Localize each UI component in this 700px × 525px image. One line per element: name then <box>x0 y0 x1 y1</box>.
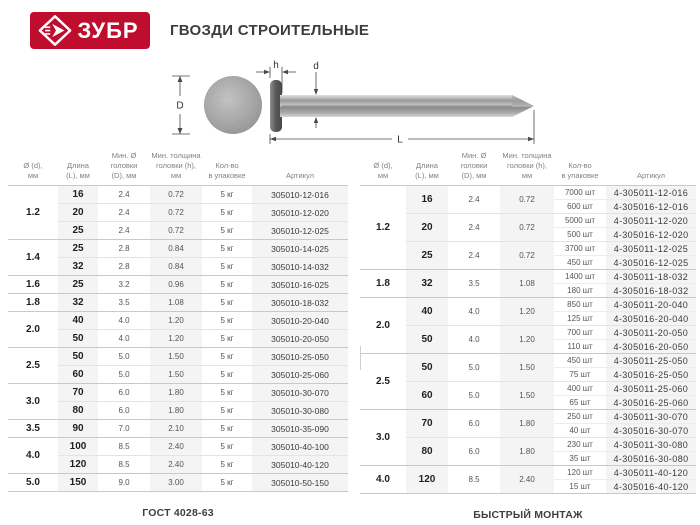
head-diameter-cell: 2.4 <box>98 204 150 222</box>
head-thickness-cell: 0.84 <box>150 240 202 258</box>
length-cell: 20 <box>58 204 98 222</box>
length-cell: 120 <box>58 456 98 474</box>
diameter-group <box>8 294 348 312</box>
table-row <box>8 330 348 348</box>
table-row <box>8 258 348 276</box>
head-thickness-cell: 0.84 <box>150 258 202 276</box>
article-cell: 4-305016-25-060 <box>606 396 696 410</box>
head-diameter-cell: 2.4 <box>448 214 500 242</box>
head-thickness-cell: 2.10 <box>150 420 202 438</box>
nail-side-view <box>270 80 534 132</box>
diameter-group <box>8 420 348 438</box>
length-cell: 150 <box>58 474 98 492</box>
table-header <box>8 148 348 186</box>
gost-table-section <box>8 148 348 519</box>
head-diameter-cell: 5.0 <box>118 352 130 362</box>
head-thickness-cell: 2.40 <box>500 466 554 494</box>
length-cell: 80 <box>406 438 448 466</box>
column-header: Мин. толщина головки (h), мм <box>500 148 554 186</box>
quantity-cell: 5 кг <box>220 478 234 488</box>
length-cell: 32 <box>58 258 98 276</box>
head-diameter-cell: 8.5 <box>98 456 150 474</box>
article-cell: 4-305011-30-070 <box>606 410 696 424</box>
quantity-cell: 35 шт <box>554 452 606 466</box>
head-diameter-cell: 3.5 <box>468 279 480 289</box>
table-header <box>360 148 696 186</box>
table-row <box>8 366 348 384</box>
head-diameter-cell: 2.8 <box>118 244 130 254</box>
quantity-cell: 15 шт <box>554 480 606 494</box>
table-row <box>8 294 348 312</box>
article-cell: 4-305016-30-080 <box>606 452 696 466</box>
head-thickness-cell: 2.40 <box>150 438 202 456</box>
quantity-cell: 250 шт <box>567 412 593 422</box>
nail-dimension-diagram <box>160 60 550 153</box>
diameter-cell: 1.8 <box>26 297 40 309</box>
article-cell: 4-305011-12-025 <box>606 242 696 256</box>
table-row <box>8 438 348 456</box>
length-cell: 120 <box>406 466 448 494</box>
quantity-cell: 5 кг <box>220 442 234 452</box>
head-thickness-cell: 1.20 <box>500 326 554 354</box>
quantity-cell: 5 кг <box>220 244 234 254</box>
article-cell: 4-305011-12-020 <box>606 214 696 228</box>
quantity-cell: 850 шт <box>567 300 593 310</box>
length-cell: 60 <box>58 366 98 384</box>
column-header: Мин. Ø головки (D), мм <box>110 151 138 181</box>
quantity-cell: 65 шт <box>554 396 606 410</box>
quantity-cell: 5 кг <box>220 298 234 308</box>
page-header <box>30 12 369 49</box>
head-diameter-cell: 2.4 <box>118 190 130 200</box>
article-cell: 4-305016-30-070 <box>606 424 696 438</box>
column-header: Артикул <box>252 148 348 186</box>
length-cell: 40 <box>406 298 448 326</box>
quick-mount-nails-table <box>360 148 696 494</box>
article-cell: 305010-25-050 <box>252 348 348 366</box>
quantity-cell: 5 кг <box>220 280 234 290</box>
head-diameter-cell: 4.0 <box>98 330 150 348</box>
head-diameter-cell: 3.2 <box>118 280 130 290</box>
length-cell: 16 <box>58 186 98 204</box>
table-row <box>8 204 348 222</box>
quantity-cell: 5000 шт <box>554 214 606 228</box>
length-cell: 50 <box>58 348 98 366</box>
table-row <box>8 186 348 204</box>
head-thickness-cell: 3.00 <box>150 474 202 492</box>
quantity-cell: 5 кг <box>220 424 234 434</box>
article-cell: 305010-12-016 <box>252 186 348 204</box>
header-row <box>8 148 348 186</box>
head-diameter-cell: 8.5 <box>118 442 130 452</box>
article-cell: 305010-12-020 <box>252 204 348 222</box>
header-row <box>360 148 696 186</box>
head-thickness-cell: 1.80 <box>150 402 202 420</box>
quantity-cell: 5 кг <box>202 222 252 240</box>
article-cell: 305010-35-090 <box>252 420 348 438</box>
article-cell: 305010-14-025 <box>252 240 348 258</box>
length-cell: 20 <box>406 214 448 242</box>
article-cell: 305010-30-080 <box>252 402 348 420</box>
head-diameter-cell: 5.0 <box>468 363 480 373</box>
diameter-cell: 3.5 <box>26 423 40 435</box>
article-cell: 305010-14-032 <box>252 258 348 276</box>
column-header: Длина (L), мм <box>406 148 448 186</box>
length-cell: 70 <box>58 384 98 402</box>
length-cell: 25 <box>406 242 448 270</box>
head-thickness-cell: 1.08 <box>500 270 554 298</box>
table-row <box>8 312 348 330</box>
diameter-cell: 1.2 <box>26 207 40 219</box>
diameter-cell: 4.0 <box>376 474 390 486</box>
diameter-cell: 2.0 <box>26 324 40 336</box>
diameter-group <box>8 348 348 384</box>
table-row <box>360 382 696 396</box>
length-cell: 100 <box>58 438 98 456</box>
quick-mount-table-section <box>360 148 696 521</box>
table-row <box>360 466 696 480</box>
article-cell: 305010-30-070 <box>252 384 348 402</box>
head-thickness-cell: 0.72 <box>150 186 202 204</box>
table-row <box>8 240 348 258</box>
diameter-cell: 4.0 <box>26 450 40 462</box>
table-row <box>8 456 348 474</box>
article-cell: 4-305016-12-025 <box>606 256 696 270</box>
article-cell: 305010-50-150 <box>252 474 348 492</box>
diameter-group <box>8 474 348 492</box>
article-cell: 4-305016-18-032 <box>606 284 696 298</box>
column-header: Ø (d), мм <box>23 161 43 181</box>
table-row <box>360 438 696 452</box>
head-diameter-cell: 6.0 <box>98 402 150 420</box>
article-cell: 4-305011-20-040 <box>606 298 696 312</box>
diameter-cell: 3.0 <box>26 396 40 408</box>
label-L: L <box>397 134 403 146</box>
diameter-cell: 1.2 <box>376 222 390 234</box>
table-row <box>8 222 348 240</box>
quantity-cell: 700 шт <box>554 326 606 340</box>
column-header: Артикул <box>606 148 696 186</box>
column-header: Мин. толщина головки (h), мм <box>150 148 202 186</box>
table-row <box>8 276 348 294</box>
length-cell: 25 <box>58 276 98 294</box>
table-row <box>360 354 696 368</box>
quantity-cell: 5 кг <box>202 456 252 474</box>
diameter-group <box>360 186 696 270</box>
head-thickness-cell: 1.20 <box>150 330 202 348</box>
article-cell: 305010-18-032 <box>252 294 348 312</box>
quantity-cell: 3700 шт <box>554 242 606 256</box>
article-cell: 305010-16-025 <box>252 276 348 294</box>
article-cell: 305010-20-050 <box>252 330 348 348</box>
quantity-cell: 600 шт <box>554 200 606 214</box>
quantity-cell: 120 шт <box>567 468 593 478</box>
head-thickness-cell: 0.72 <box>150 222 202 240</box>
logo-text: ЗУБР <box>77 17 139 43</box>
diameter-group <box>8 312 348 348</box>
head-thickness-cell: 1.80 <box>500 438 554 466</box>
article-cell: 305010-20-040 <box>252 312 348 330</box>
head-thickness-cell: 1.80 <box>500 410 554 438</box>
head-diameter-cell: 2.4 <box>468 195 480 205</box>
head-diameter-cell: 8.5 <box>468 475 480 485</box>
head-diameter-cell: 2.4 <box>98 222 150 240</box>
quantity-cell: 400 шт <box>554 382 606 396</box>
head-diameter-cell: 4.0 <box>468 307 480 317</box>
head-diameter-cell: 4.0 <box>118 316 130 326</box>
length-cell: 50 <box>58 330 98 348</box>
head-thickness-cell: 0.72 <box>500 186 554 214</box>
head-diameter-cell: 2.4 <box>448 242 500 270</box>
quantity-cell: 7000 шт <box>564 188 596 198</box>
head-thickness-cell: 1.50 <box>150 366 202 384</box>
article-cell: 4-305011-20-050 <box>606 326 696 340</box>
page-title: ГВОЗДИ СТРОИТЕЛЬНЫЕ <box>170 22 370 39</box>
length-cell: 25 <box>58 240 98 258</box>
head-thickness-cell: 1.20 <box>150 312 202 330</box>
quantity-cell: 75 шт <box>554 368 606 382</box>
diameter-group <box>8 438 348 474</box>
length-cell: 50 <box>406 354 448 382</box>
diameter-group <box>8 276 348 294</box>
article-cell: 305010-12-025 <box>252 222 348 240</box>
table-row <box>8 402 348 420</box>
head-thickness-cell: 0.72 <box>500 214 554 242</box>
quantity-cell: 180 шт <box>554 284 606 298</box>
quantity-cell: 1400 шт <box>564 272 596 282</box>
head-diameter-cell: 6.0 <box>468 419 480 429</box>
table-row <box>360 186 696 200</box>
head-thickness-cell: 1.80 <box>150 384 202 402</box>
length-cell: 40 <box>58 312 98 330</box>
head-thickness-cell: 0.72 <box>150 204 202 222</box>
length-cell: 80 <box>58 402 98 420</box>
gost-nails-table <box>8 148 348 492</box>
quantity-cell: 5 кг <box>202 330 252 348</box>
table-row <box>8 420 348 438</box>
diameter-group <box>360 354 696 410</box>
quantity-cell: 5 кг <box>220 388 234 398</box>
table-row <box>360 326 696 340</box>
table-row <box>360 214 696 228</box>
head-diameter-cell: 6.0 <box>118 388 130 398</box>
column-header: Мин. Ø головки (D), мм <box>460 151 488 181</box>
article-cell: 4-305016-20-050 <box>606 340 696 354</box>
head-diameter-cell: 7.0 <box>118 424 130 434</box>
quantity-cell: 5 кг <box>202 402 252 420</box>
length-cell: 60 <box>406 382 448 410</box>
article-cell: 4-305011-30-080 <box>606 438 696 452</box>
head-thickness-cell: 0.96 <box>150 276 202 294</box>
diameter-cell: 3.0 <box>376 432 390 444</box>
head-thickness-cell: 1.50 <box>500 354 554 382</box>
quantity-cell: 450 шт <box>567 356 593 366</box>
head-diameter-cell: 2.8 <box>98 258 150 276</box>
article-cell: 305010-25-060 <box>252 366 348 384</box>
head-diameter-cell: 9.0 <box>118 478 130 488</box>
diameter-group <box>360 270 696 298</box>
diameter-cell: 1.6 <box>26 279 40 291</box>
table-row <box>360 298 696 312</box>
article-cell: 4-305011-18-032 <box>606 270 696 284</box>
label-h: h <box>273 60 279 71</box>
diameter-group <box>8 186 348 240</box>
length-cell: 70 <box>406 410 448 438</box>
table-row <box>360 410 696 424</box>
article-cell: 305010-40-120 <box>252 456 348 474</box>
diameter-cell: 2.5 <box>26 360 40 372</box>
head-diameter-cell: 6.0 <box>448 438 500 466</box>
quantity-cell: 230 шт <box>554 438 606 452</box>
nail-diagram-svg <box>160 60 550 148</box>
article-cell: 4-305011-25-050 <box>606 354 696 368</box>
quantity-cell: 5 кг <box>202 258 252 276</box>
zubr-logo <box>30 12 150 49</box>
diameter-cell: 2.0 <box>376 320 390 332</box>
diameter-group <box>360 410 696 466</box>
quantity-cell: 5 кг <box>220 316 234 326</box>
table-row <box>8 474 348 492</box>
diameter-group <box>8 240 348 276</box>
diameter-cell: 5.0 <box>26 477 40 489</box>
table-row <box>8 384 348 402</box>
label-D: D <box>176 100 184 112</box>
column-header: Ø (d), мм <box>373 161 393 181</box>
length-cell: 16 <box>406 186 448 214</box>
diameter-cell: 2.5 <box>376 376 390 388</box>
quantity-cell: 5 кг <box>220 352 234 362</box>
diameter-group <box>360 466 696 494</box>
table-row <box>8 348 348 366</box>
length-cell: 32 <box>406 270 448 298</box>
head-thickness-cell: 0.72 <box>500 242 554 270</box>
quantity-cell: 5 кг <box>220 190 234 200</box>
zubr-bison-icon <box>37 12 73 49</box>
head-diameter-cell: 4.0 <box>448 326 500 354</box>
table-row <box>360 270 696 284</box>
article-cell: 4-305016-12-016 <box>606 200 696 214</box>
head-diameter-cell: 5.0 <box>448 382 500 410</box>
head-diameter-cell: 5.0 <box>98 366 150 384</box>
length-cell: 32 <box>58 294 98 312</box>
column-header: Длина (L), мм <box>58 148 98 186</box>
quantity-cell: 450 шт <box>554 256 606 270</box>
head-thickness-cell: 1.20 <box>500 298 554 326</box>
quantity-cell: 5 кг <box>202 204 252 222</box>
quantity-cell: 125 шт <box>554 312 606 326</box>
head-diameter-cell: 3.5 <box>118 298 130 308</box>
length-cell: 90 <box>58 420 98 438</box>
head-thickness-cell: 1.08 <box>150 294 202 312</box>
article-cell: 4-305011-25-060 <box>606 382 696 396</box>
label-d: d <box>313 61 319 72</box>
head-thickness-cell: 2.40 <box>150 456 202 474</box>
diameter-cell: 1.4 <box>26 252 40 264</box>
diameter-group <box>8 384 348 420</box>
article-cell: 4-305011-12-016 <box>606 186 696 200</box>
head-thickness-cell: 1.50 <box>500 382 554 410</box>
quantity-cell: 5 кг <box>202 366 252 384</box>
diameter-group <box>360 298 696 354</box>
quantity-cell: 500 шт <box>554 228 606 242</box>
head-thickness-cell: 1.50 <box>150 348 202 366</box>
footer-divider <box>360 346 361 370</box>
article-cell: 305010-40-100 <box>252 438 348 456</box>
quick-mount-label: БЫСТРЫЙ МОНТАЖ <box>473 509 583 522</box>
length-cell: 25 <box>58 222 98 240</box>
quantity-cell: 110 шт <box>554 340 606 354</box>
diameter-cell: 1.8 <box>376 278 390 290</box>
column-header: Кол-во в упаковке <box>208 161 246 181</box>
article-cell: 4-305016-40-120 <box>606 480 696 494</box>
table-row <box>360 242 696 256</box>
length-cell: 50 <box>406 326 448 354</box>
nail-head-top-view <box>204 76 262 134</box>
column-header: Кол-во в упаковке <box>561 161 599 181</box>
article-cell: 4-305016-12-020 <box>606 228 696 242</box>
quantity-cell: 40 шт <box>554 424 606 438</box>
article-cell: 4-305016-20-040 <box>606 312 696 326</box>
article-cell: 4-305016-25-050 <box>606 368 696 382</box>
gost-standard-label: ГОСТ 4028-63 <box>142 507 214 520</box>
article-cell: 4-305011-40-120 <box>606 466 696 480</box>
